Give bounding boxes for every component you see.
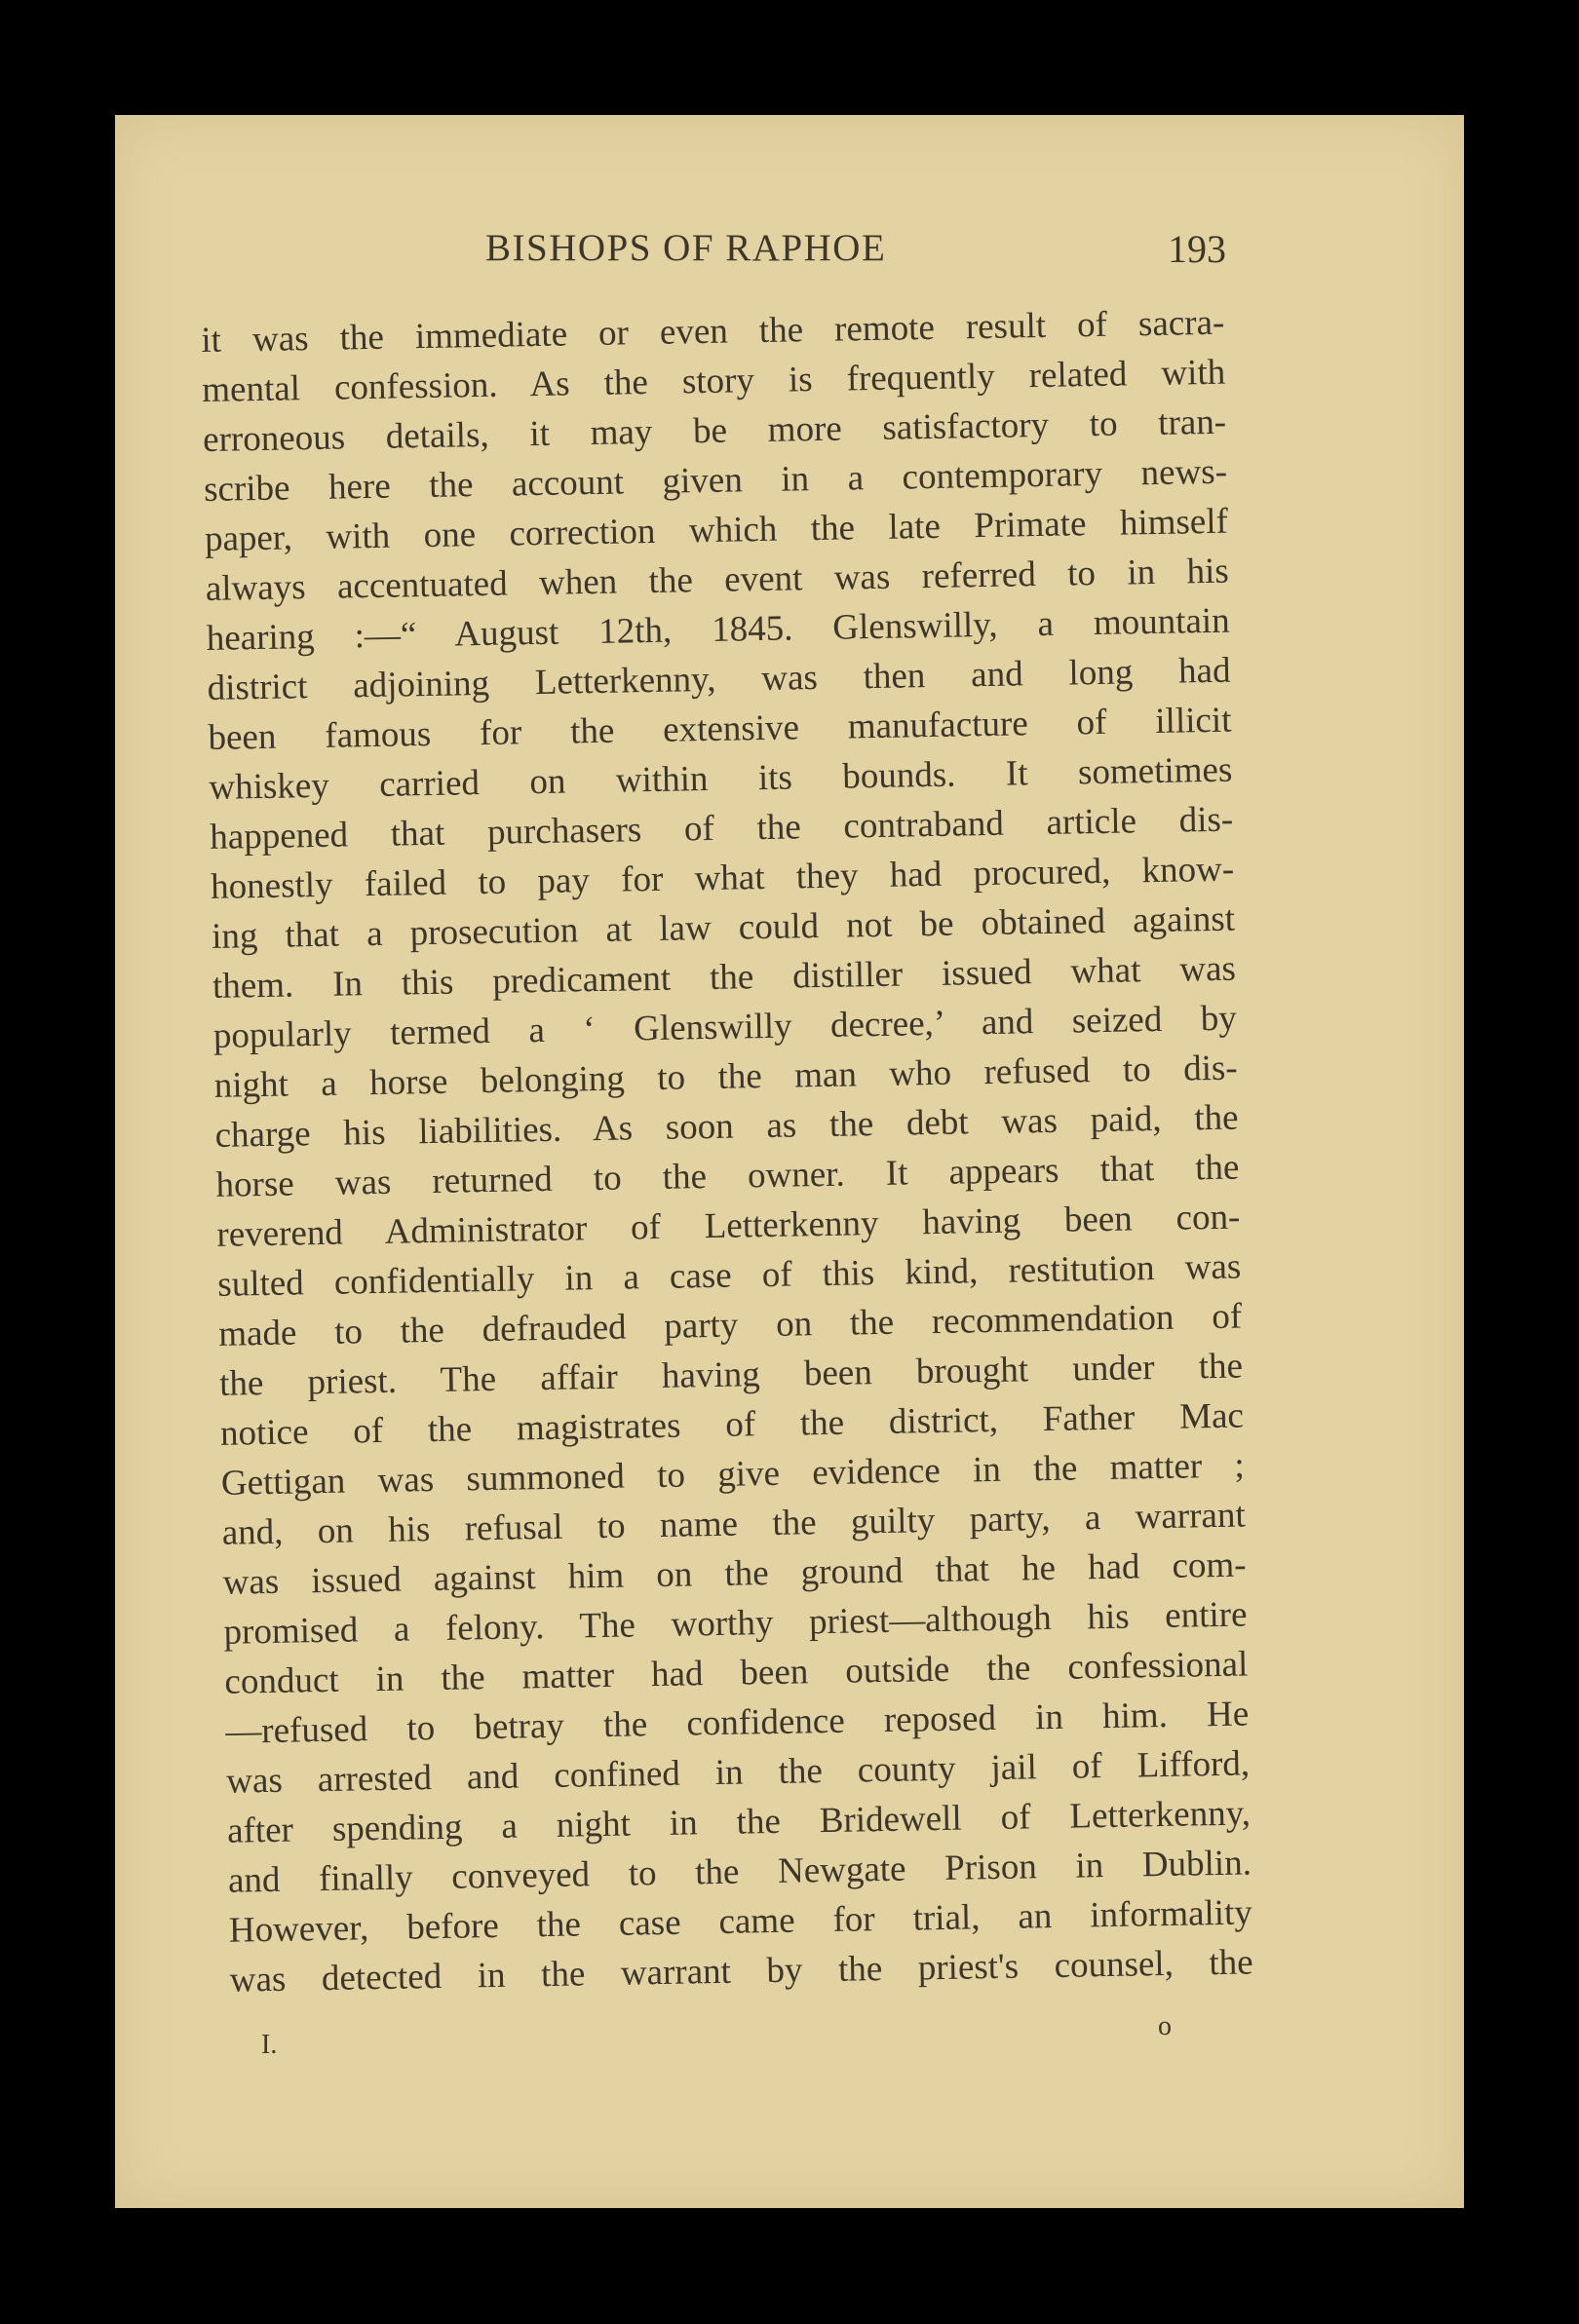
text-line: night a horse belonging to the man who refused to dis- (213, 1048, 1238, 1106)
running-head (115, 226, 1464, 285)
text-line: happened that purchasers of the contraband article dis- (209, 799, 1234, 857)
text-line: was issued against him on the ground that he had com- (222, 1544, 1247, 1603)
text-line: However, before the case came for trial, an informality (228, 1892, 1253, 1951)
text-line: after spending a night in the Bridewell of Letterkenny, (226, 1793, 1252, 1851)
page-number: 193 (1168, 227, 1226, 271)
text-line: and, on his refusal to name the guilty party, a warrant (221, 1495, 1247, 1553)
text-line: honestly failed to pay for what they had procured, know- (210, 849, 1235, 907)
text-line: Gettigan was summoned to give evidence in the matter ; (220, 1445, 1246, 1504)
text-line: erroneous details, it may be more satisfactory to tran- (202, 401, 1227, 460)
text-line: charge his liabilities. As soon as the debt was paid, the (214, 1097, 1239, 1156)
text-line: always accentuated when the event was referred to in his (205, 551, 1230, 609)
text-line: was arrested and confined in the county jail of Lifford, (225, 1743, 1251, 1802)
text-line: promised a felony. The worthy priest—although his entire (223, 1594, 1248, 1653)
text-line: and finally conveyed to the Newgate Prison in Dublin. (227, 1843, 1252, 1901)
signature-letter: o (1158, 2011, 1172, 2041)
text-line: been famous for the extensive manufacture of illicit (208, 700, 1232, 758)
text-line: sulted confidentially in a case of this kind, restitution was (216, 1246, 1242, 1305)
text-line: hearing :—“ August 12th, 1845. Glenswilly, a mountain (206, 600, 1230, 659)
text-line: scribe here the account given in a contemporary news- (203, 451, 1228, 510)
book-page (115, 115, 1464, 2208)
body-text (201, 298, 1253, 2005)
text-line: paper, with one correction which the late Primate himself (204, 501, 1229, 559)
text-line: was detected in the warrant by the priest's counsel, the (229, 1942, 1254, 2000)
text-line: conduct in the matter had been outside the confessional (224, 1644, 1249, 1702)
text-line: district adjoining Letterkenny, was then and long had (207, 650, 1231, 708)
signature-volume: I. (261, 2030, 278, 2060)
text-line: horse was returned to the owner. It appears that the (215, 1147, 1240, 1205)
text-line: made to the defrauded party on the recommendation of (217, 1296, 1243, 1354)
text-line: the priest. The affair having been brought under the (218, 1346, 1244, 1404)
text-line: whiskey carried on within its bounds. It sometimes (209, 749, 1233, 808)
text-line: ing that a prosecution at law could not be obtained against (211, 898, 1236, 957)
text-line: it was the immediate or even the remote result of sacra- (201, 302, 1225, 361)
running-head-title: BISHOPS OF RAPHOE (485, 227, 887, 269)
text-line: reverend Administrator of Letterkenny having been con- (216, 1197, 1241, 1255)
text-line: them. In this predicament the distiller issued what was (212, 948, 1237, 1007)
text-line: mental confession. As the story is frequently related with (201, 352, 1226, 410)
text-line: notice of the magistrates of the district, Father Mac (219, 1395, 1245, 1454)
text-line: popularly termed a ‘ Glenswilly decree,’ and seized by (212, 998, 1238, 1056)
text-line: —refused to betray the confidence reposed in him. He (225, 1694, 1250, 1752)
